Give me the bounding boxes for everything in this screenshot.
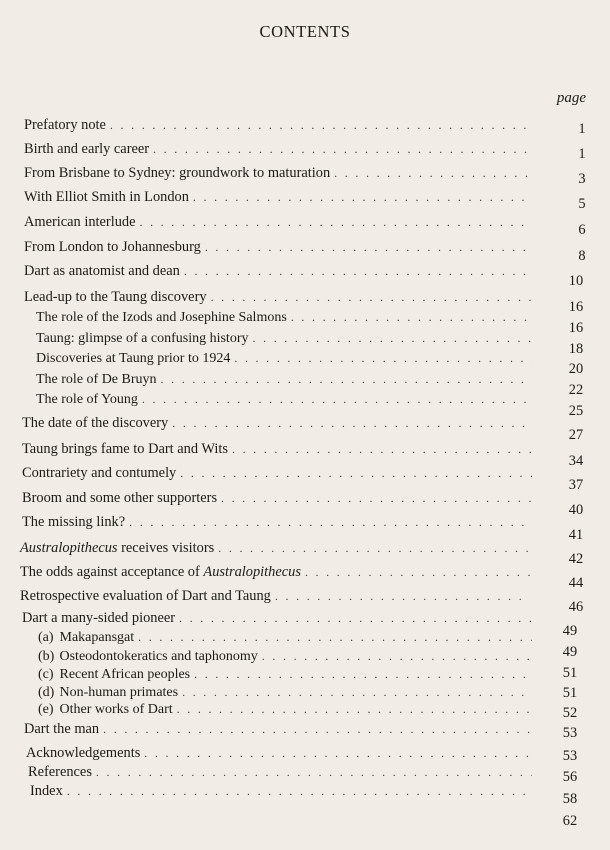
toc-subentry <box>36 308 536 327</box>
toc-title: Retrospective evaluation of Dart and Taung <box>20 588 271 604</box>
toc-item-letter: (c) <box>38 667 54 682</box>
toc-entry <box>22 414 536 432</box>
dot-leader <box>144 744 532 762</box>
toc-subentry <box>36 390 536 409</box>
dot-leader <box>253 329 533 347</box>
dot-leader <box>218 539 532 557</box>
toc-subentry <box>36 329 536 348</box>
dot-leader <box>179 609 532 627</box>
dot-leader <box>138 628 532 646</box>
toc-title: American interlude <box>24 214 136 230</box>
toc-title: References <box>28 764 92 780</box>
page-number: 62 <box>562 813 578 829</box>
toc-title <box>38 666 190 684</box>
page-number: 16 <box>568 320 584 336</box>
page-number: 46 <box>568 599 584 615</box>
page-number: 34 <box>568 453 584 469</box>
page-number: 1 <box>578 121 586 137</box>
toc-title: Lead-up to the Taung discovery <box>24 289 207 305</box>
dot-leader <box>129 513 532 531</box>
page-number: 3 <box>578 171 586 187</box>
dot-leader <box>161 370 532 388</box>
toc-title: With Elliot Smith in London <box>24 189 189 205</box>
toc-entry <box>24 188 536 206</box>
toc-subentry <box>38 628 536 647</box>
toc-item-letter: (a) <box>38 630 54 645</box>
page-number: 58 <box>562 791 578 807</box>
dot-leader <box>205 238 532 256</box>
dot-leader <box>334 164 532 182</box>
page-number: 51 <box>562 665 578 681</box>
dot-leader <box>177 700 532 718</box>
page-number: 5 <box>578 196 586 212</box>
toc-entry <box>24 720 536 738</box>
toc-entry <box>24 288 538 306</box>
toc-entry <box>24 213 536 231</box>
page-column-label: page <box>556 90 586 106</box>
page-number: 6 <box>578 222 586 238</box>
toc-subentry <box>38 665 536 684</box>
dot-leader <box>182 683 532 701</box>
toc-title: Contrariety and contumely <box>22 465 177 481</box>
toc-entry <box>20 539 536 557</box>
dot-leader <box>275 587 530 605</box>
toc-subentry <box>38 647 536 666</box>
toc-title <box>20 563 301 581</box>
toc-title-text: Other works of Dart <box>59 702 173 717</box>
toc-subentry <box>36 370 536 389</box>
toc-title-italic: Australopithecus <box>20 540 118 556</box>
toc-entry <box>28 763 536 781</box>
toc-entry <box>22 440 536 458</box>
page-number: 44 <box>568 575 584 591</box>
toc-title: From Brisbane to Sydney: groundwork to maturation <box>24 165 331 181</box>
toc-title <box>38 701 173 719</box>
dot-leader <box>139 213 532 231</box>
page-number: 10 <box>568 273 584 289</box>
toc-title-text: Osteodontokeratics and taphonomy <box>59 649 258 664</box>
page-number: 53 <box>562 748 578 764</box>
toc-title-text: Makapansgat <box>59 630 135 645</box>
dot-leader <box>153 140 530 158</box>
toc-subentry <box>38 700 536 719</box>
toc-entry <box>24 164 536 182</box>
toc-entry <box>24 116 536 134</box>
page-heading: CONTENTS <box>259 22 351 41</box>
toc-title-text: Non-human primates <box>59 685 179 700</box>
toc-subentry <box>36 349 536 368</box>
toc-entry <box>24 140 534 158</box>
toc-title: Discoveries at Taung prior to 1924 <box>36 351 231 366</box>
toc-entry <box>30 782 536 800</box>
page-number: 20 <box>568 361 584 377</box>
toc-title: The role of De Bruyn <box>36 372 157 387</box>
dot-leader <box>305 563 532 581</box>
toc-title <box>38 648 258 666</box>
dot-leader <box>172 414 532 432</box>
toc-entry <box>22 513 536 531</box>
page-number: 8 <box>578 248 586 264</box>
toc-title: Index <box>30 783 63 799</box>
dot-leader <box>262 647 532 665</box>
page-number: 22 <box>568 382 584 398</box>
toc-title: Broom and some other supporters <box>22 490 218 506</box>
page-number: 53 <box>562 725 578 741</box>
toc-entry <box>22 609 536 627</box>
toc-title: The role of the Izods and Josephine Salmons <box>36 310 287 325</box>
toc-title-rest: receives visitors <box>117 540 215 556</box>
dot-leader <box>194 665 532 683</box>
dot-leader <box>110 116 532 134</box>
dot-leader <box>193 188 532 206</box>
toc-item-letter: (e) <box>38 702 54 717</box>
dot-leader <box>232 440 532 458</box>
dot-leader <box>211 288 534 306</box>
toc-title <box>20 539 214 557</box>
page-number: 41 <box>568 527 584 543</box>
page-number: 49 <box>562 644 578 660</box>
dot-leader <box>180 464 532 482</box>
toc-title: Prefatory note <box>24 117 106 133</box>
toc-title: Dart a many-sided pioneer <box>22 610 176 626</box>
page-number: 40 <box>568 502 584 518</box>
toc-title: Taung: glimpse of a confusing history <box>36 331 249 346</box>
dot-leader <box>184 262 534 280</box>
toc-title: The role of Young <box>36 392 138 407</box>
toc-item-letter: (b) <box>38 649 55 664</box>
toc-entry <box>22 464 536 482</box>
page-number: 37 <box>568 477 584 493</box>
dot-leader <box>96 763 532 781</box>
toc-title: Dart the man <box>24 721 100 737</box>
dot-leader <box>103 720 532 738</box>
page-number: 16 <box>568 299 584 315</box>
page-number: 25 <box>568 403 584 419</box>
page-number: 49 <box>562 623 578 639</box>
toc-title: The date of the discovery <box>22 415 169 431</box>
toc-title: The missing link? <box>22 514 126 530</box>
dot-leader <box>67 782 532 800</box>
toc-entry <box>24 262 538 280</box>
toc-title: Acknowledgements <box>26 745 141 761</box>
dot-leader <box>291 308 532 326</box>
toc-title: Taung brings fame to Dart and Wits <box>22 441 228 457</box>
toc-entry <box>22 489 536 507</box>
page-number: 56 <box>562 769 578 785</box>
toc-title <box>38 629 134 647</box>
toc-title-text: Recent African peoples <box>59 667 191 682</box>
toc-entry <box>20 587 534 605</box>
page-number: 51 <box>562 685 578 701</box>
page-number: 18 <box>568 341 584 357</box>
toc-title-italic: Australopithecus <box>203 564 301 580</box>
toc-item-letter: (d) <box>38 685 55 700</box>
toc-title-rest: The odds against acceptance of <box>20 564 204 580</box>
page-number: 27 <box>568 427 584 443</box>
page-number: 42 <box>568 551 584 567</box>
toc-entry <box>24 238 536 256</box>
toc-title: Dart as anatomist and dean <box>24 263 180 279</box>
page-number: 1 <box>578 146 586 162</box>
toc-entry <box>20 563 536 581</box>
toc-title: Birth and early career <box>24 141 150 157</box>
toc-entry <box>26 744 536 762</box>
toc-title: From London to Johannesburg <box>24 239 201 255</box>
page-number: 52 <box>562 705 578 721</box>
dot-leader <box>234 349 532 367</box>
dot-leader <box>221 489 532 507</box>
dot-leader <box>142 390 532 408</box>
